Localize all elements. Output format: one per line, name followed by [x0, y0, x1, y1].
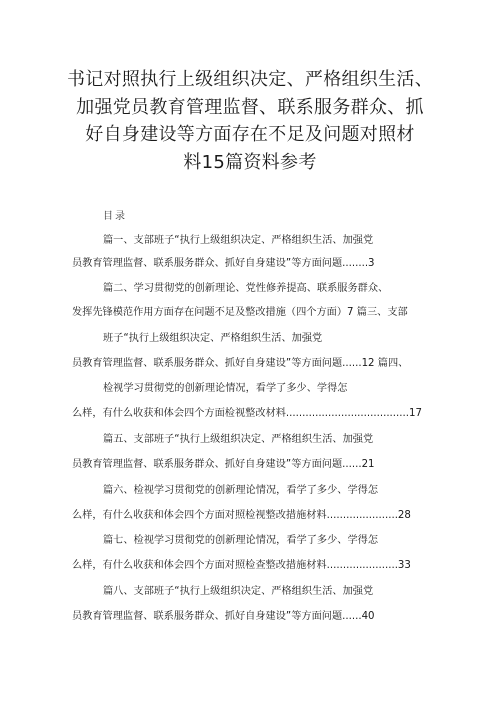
toc-entry-line[interactable]: 篇六、检视学习贯彻党的创新理论情况，看学了多少、学得怎: [103, 485, 379, 496]
title-line: 料15篇资料参考: [183, 151, 317, 173]
document-title: [60, 66, 440, 176]
toc-entry-line[interactable]: 检视学习贯彻党的创新理论情况，看学了多少、学得怎: [103, 383, 348, 394]
toc-entry-line[interactable]: 员教育管理监督、联系服务群众、抓好自身建设”等方面问题......12 篇四、: [72, 358, 409, 369]
toc-heading: 目录: [103, 211, 127, 222]
toc-entry-line[interactable]: 篇八、支部班子“执行上级组织决定、严格组织生活、加强党: [103, 586, 374, 597]
toc-entry-line[interactable]: 篇一、支部班子“执行上级组织决定、严格组织生活、加强党: [103, 235, 374, 246]
toc-entry-line[interactable]: 员教育管理监督、联系服务群众、抓好自身建设”等方面问题......40: [72, 611, 375, 622]
title-line: 加强党员教育管理监督、联系服务群众、抓: [76, 96, 424, 118]
title-line: 书记对照执行上级组织决定、严格组织生活、: [67, 69, 433, 90]
toc-entry-line[interactable]: 么样，有什么收获和体会四个方面对照检查整改措施材料......................33: [72, 560, 411, 571]
toc-entry-line[interactable]: 么样，有什么收获和体会四个方面对照检视整改措施材料......................28: [72, 510, 411, 521]
toc-entry-line[interactable]: 么样，有什么收获和体会四个方面检视整改材料......................................17: [72, 408, 422, 419]
toc-entry-line[interactable]: 篇五、支部班子“执行上级组织决定、严格组织生活、加强党: [103, 434, 374, 445]
toc-entry-line[interactable]: 员教育管理监督、联系服务群众、抓好自身建设”等方面问题........3: [72, 258, 375, 269]
title-line: 好自身建设等方面存在不足及问题对照材: [85, 124, 415, 145]
toc-entry-line[interactable]: 员教育管理监督、联系服务群众、抓好自身建设”等方面问题......21: [72, 459, 375, 470]
toc-entry-line[interactable]: 篇二、学习贯彻党的创新理论、党性修养提高、联系服务群众、: [103, 283, 389, 294]
toc-entry-line[interactable]: 班子“执行上级组织决定、严格组织生活、加强党: [103, 333, 323, 344]
toc-entry-line[interactable]: 篇七、检视学习贯彻党的创新理论情况，看学了多少、学得怎: [103, 535, 379, 546]
toc-entry-line[interactable]: 发挥先锋模范作用方面存在问题不足及整改措施（四个方面）7 篇三、支部: [72, 307, 408, 318]
